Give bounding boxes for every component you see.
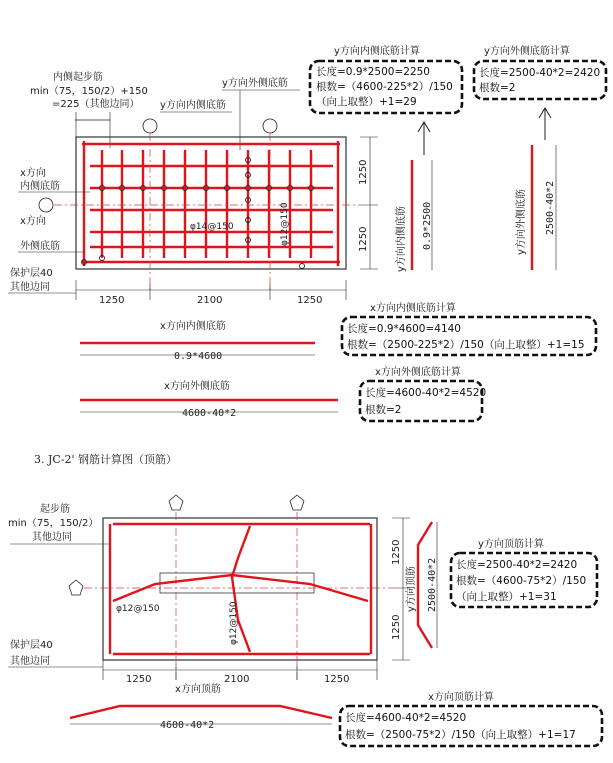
bar-x-top-length: 4600-40*2 [160,720,215,731]
calc-x-inner-title: x方向内侧底筋计算 [370,303,456,314]
calc-y-inner-l2: 根数=（4600-225*2）/150 [316,81,453,93]
calc-x-top-title: x方向顶筋计算 [428,692,494,703]
start-title: 起步筋 [40,504,70,515]
calc-y-top-title: y方向顶筋计算 [478,539,544,550]
calc-x-top-l2: 根数=（2500-75*2）/150（向上取整）+1=17 [345,729,576,741]
foundation-outline [76,137,346,269]
calc-y-inner-l1: 长度=0.9*2500=2250 [316,66,430,78]
y-outer-label: y方向外侧底筋 [222,78,288,89]
calc-y-top-l3: （向上取整）+1=31 [456,591,557,603]
dim2-left: 1250 [126,674,152,685]
cover-2-2: 其他边同 [10,656,50,667]
section-title: 3. JC-2' 钢筋计算图（顶筋） [34,453,178,466]
axis-marker-right [290,495,304,510]
rebar-y-spec: φ12@150 [280,202,290,246]
dim-left: 1250 [99,295,125,306]
calc-y-top-l1: 长度=2500-40*2=2420 [456,559,578,571]
calc-y-outer-l2: 根数=2 [479,82,516,94]
axis-circle-right [263,119,277,133]
start-formula: min（75，150/2） [8,518,99,529]
dim-v-top: 1250 [358,159,369,185]
x-inner-label-2: 内侧底筋 [20,181,60,192]
x-inner-label-1: x方向 [20,168,46,179]
rebar-y-spec-2: φ12@150 [229,601,239,645]
bar-y-top-label: y方向顶筋 [406,566,417,612]
inner-start-formula: min（75，150/2）+150 [30,86,148,97]
bar-x-outer-title: x方向外侧底筋 [164,381,230,392]
bar-y-outer-length: 2500-40*2 [545,180,556,235]
cover-label-1: 保护层40 [10,268,53,279]
calc-x-outer-title: x方向外侧底筋计算 [375,367,461,378]
x-outer-label-2: 外侧底筋 [20,241,60,252]
bar-y-inner-label: y方向内侧底筋 [396,206,407,272]
bar-x-inner-title: x方向内侧底筋 [160,321,226,332]
dim-v-bot: 1250 [358,226,369,252]
bar-nodes [82,158,314,269]
calc-x-inner-l2: 根数=（2500-225*2）/150（向上取整）+1=15 [347,339,585,351]
calc-x-outer-l2: 根数=2 [365,404,402,416]
calc-y-outer-l1: 长度=2500-40*2=2420 [479,67,601,79]
bar-y-inner-length: 0.9*2500 [422,201,433,250]
inner-start-result: =225（其他边同） [52,99,140,110]
cover-2-1: 保护层40 [10,640,53,651]
x-bars [82,144,340,262]
calc-x-top-l1: 长度=4600-40*2=4520 [345,712,467,724]
calc-y-outer-title: y方向外侧底筋计算 [484,46,570,57]
dim2-v-bot: 1250 [391,614,402,640]
bar-x-top-title: x方向顶筋 [175,684,221,695]
calc-y-top-l2: 根数=（4600-75*2）/150 [456,575,587,587]
diagram-bottom-bars [8,44,606,421]
axis-marker-side [69,580,83,595]
dim-mid: 2100 [197,295,223,306]
inner-start-title: 内侧起步筋 [53,72,103,83]
start-other: 其他边同 [32,532,72,543]
bar-x-outer-length: 4600-40*2 [182,408,237,419]
bar-y-outer-label: y方向外侧底筋 [516,189,527,255]
rebar-x-spec-2: φ12@150 [116,604,160,614]
dim2-right: 1250 [324,674,350,685]
cover-label-2: 其他边同 [10,282,50,293]
top-bars [110,524,371,654]
calc-x-outer-l1: 长度=4600-40*2=4520 [365,387,487,399]
axis-marker-left [169,495,183,510]
dim-right: 1250 [297,295,323,306]
calc-y-inner-title: y方向内侧底筋计算 [334,46,420,57]
calc-y-inner-l3: （向上取整）+1=29 [316,96,417,108]
dim2-v-top: 1250 [391,539,402,565]
axis-circle-left [143,119,157,133]
bar-x-inner-length: 0.9*4600 [174,351,223,362]
rebar-x-spec: φ14@150 [190,222,234,232]
bar-y-top-length: 2500-40*2 [427,557,438,612]
dim2-mid: 2100 [224,674,250,685]
diagram-top-bars [8,495,602,746]
x-outer-label-1: x方向 [20,216,46,227]
bar-x-top [70,706,332,718]
calc-x-inner-l1: 长度=0.9*4600=4140 [347,323,461,335]
axis-circle-side [39,198,53,212]
y-inner-label: y方向内侧底筋 [160,100,226,111]
